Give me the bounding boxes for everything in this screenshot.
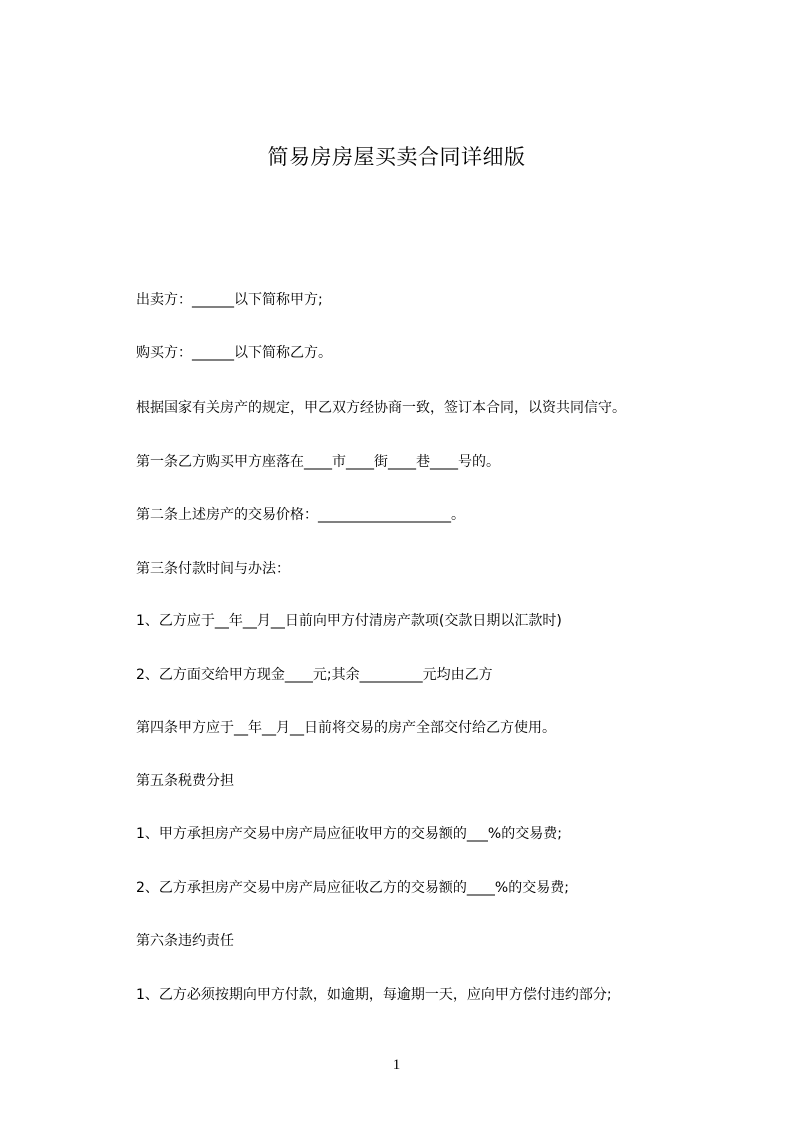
preamble-paragraph: 根据国家有关房产的规定，甲乙双方经协商一致，签订本合同，以资共同信守。	[136, 400, 626, 416]
article-1: 第一条乙方购买甲方座落在____市____街____巷____号的。	[136, 454, 500, 470]
article-3-heading: 第三条付款时间与办法：	[136, 561, 290, 577]
seller-line: 出卖方：______以下简称甲方;	[136, 292, 323, 308]
page-number: 1	[392, 1057, 401, 1073]
article-6-item-1: 1、乙方必须按期向甲方付款，如逾期，每逾期一天，应向甲方偿付违约部分;	[136, 987, 612, 1003]
article-3-item-2: 2、乙方面交给甲方现金____元;其余_________元均由乙方	[136, 667, 493, 683]
article-4: 第四条甲方应于__年__月__日前将交易的房产全部交付给乙方使用。	[136, 720, 556, 736]
buyer-line: 购买方：______以下简称乙方。	[136, 345, 332, 361]
document-title: 简易房房屋买卖合同详细版	[267, 145, 526, 169]
article-2: 第二条上述房产的交易价格：___________________。	[136, 507, 465, 523]
article-6-heading: 第六条违约责任	[136, 933, 234, 949]
article-5-item-1: 1、甲方承担房产交易中房产局应征收甲方的交易额的___%的交易费;	[136, 826, 562, 842]
article-3-item-1: 1、乙方应于__年__月__日前向甲方付清房产款项(交款日期以汇款时)	[136, 613, 562, 629]
article-5-item-2: 2、乙方承担房产交易中房产局应征收乙方的交易额的____%的交易费;	[136, 880, 569, 896]
article-5-heading: 第五条税费分担	[136, 773, 234, 789]
